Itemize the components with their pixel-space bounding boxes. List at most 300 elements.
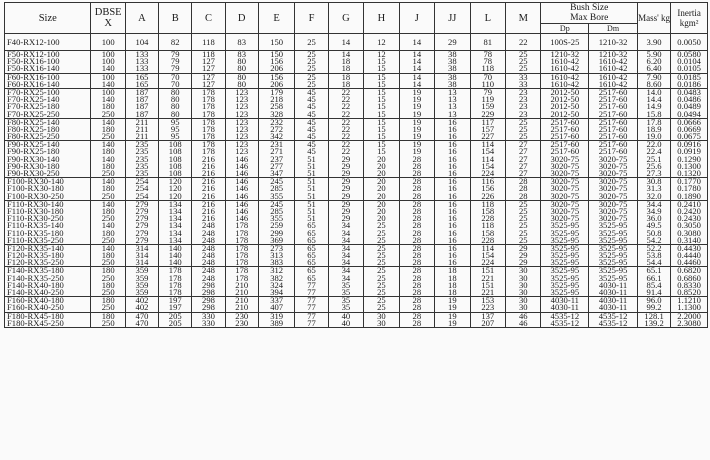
cell-value: 28 [518, 190, 528, 201]
cell-value: 85.4 [646, 279, 662, 290]
cell-value: 15 [377, 88, 386, 97]
cell-value: 25 [377, 287, 386, 297]
cell-value: 15 [377, 131, 386, 141]
cell-value: F90-RX30-140 [7, 153, 60, 164]
cell-value: 28 [412, 287, 422, 297]
cell-value: 279 [135, 213, 149, 224]
cell-value: 3525-95 [550, 257, 580, 267]
cell-b [159, 312, 192, 327]
cell-value: 28 [412, 234, 422, 245]
cell-value: 28 [412, 213, 422, 224]
cell-value: 18 [448, 266, 457, 276]
cell-value: F120-RX35-250 [7, 257, 64, 267]
cell-value: 258 [270, 101, 284, 112]
cell-value: 70 [170, 73, 180, 82]
cell-value: 299 [270, 227, 284, 238]
cell-value: 6.20 [646, 56, 662, 67]
cell-value: 2.3080 [677, 317, 701, 328]
cell-value: 15 [377, 56, 386, 67]
cell-value: 197 [168, 296, 182, 306]
cell-value: 150 [270, 50, 284, 59]
cell-value: 29 [518, 250, 528, 261]
cell-value: 232 [270, 118, 284, 127]
cell-value: 123 [235, 101, 249, 112]
cell-value: 178 [235, 220, 249, 231]
cell-value: 178 [202, 118, 215, 127]
cell-value: 25 [307, 56, 316, 67]
cell-dbse [91, 73, 125, 88]
cell-value: 248 [202, 272, 215, 283]
cell-value: 245 [270, 177, 284, 187]
cell-value: 3020-75 [598, 200, 628, 209]
header-mass: Mass' kg [637, 3, 670, 34]
cell-value: 25 [377, 257, 386, 267]
cell-value: 38 [448, 56, 457, 67]
cell-value: 1610-42 [598, 56, 628, 67]
cell-value: 15 [377, 146, 386, 157]
cell-value: 180 [101, 101, 115, 112]
cell-value: 80 [237, 63, 247, 74]
cell-value: 34 [341, 250, 351, 261]
cell-value: 108 [168, 140, 182, 150]
cell-value: 30 [518, 296, 528, 306]
cell-value: 20 [377, 177, 386, 187]
cell-f [295, 73, 328, 88]
cell-value: 83 [237, 50, 247, 59]
cell-value: 19 [412, 118, 422, 127]
cell-size [5, 73, 91, 88]
cell-value: 30 [377, 317, 386, 328]
table-row-group [5, 118, 708, 141]
cell-value: 4030-11 [598, 302, 628, 313]
cell-value: 2517-60 [598, 94, 628, 105]
cell-value: 65 [307, 250, 316, 261]
cell-c [192, 297, 225, 312]
cell-value: 25.1 [646, 153, 662, 164]
cell-value: 19 [412, 108, 422, 119]
cell-value: 38 [448, 63, 457, 74]
cell-g [328, 51, 363, 74]
cell-value: 134 [168, 227, 182, 238]
cell-h [364, 297, 399, 312]
cell-size [5, 312, 91, 327]
cell-f [295, 312, 328, 327]
cell-m [506, 297, 541, 312]
cell-value: 5.90 [646, 50, 662, 59]
cell-value: 224 [481, 168, 495, 178]
cell-value: 279 [135, 234, 149, 245]
cell-value: 0.3140 [677, 234, 701, 245]
cell-value: 118 [202, 50, 215, 59]
cell-value: 13 [448, 94, 457, 105]
cell-value: 3525-95 [550, 279, 580, 290]
cell-f [295, 34, 328, 51]
cell-value: 40 [341, 317, 351, 328]
cell-value: 180 [101, 227, 115, 238]
cell-value: 70 [483, 73, 493, 82]
cell-value: 38 [448, 73, 457, 82]
cell-value: 139.2 [644, 317, 664, 328]
cell-value: 180 [101, 296, 115, 306]
cell-value: 108 [168, 168, 182, 178]
cell-inertia [671, 34, 708, 51]
cell-value: 65 [307, 266, 316, 276]
header-f: F [295, 3, 328, 34]
cell-value: 298 [202, 279, 215, 290]
cell-dbse [91, 267, 125, 297]
cell-value: 3525-95 [598, 234, 628, 245]
cell-value: 17.8 [646, 118, 662, 127]
cell-mass [637, 267, 670, 297]
cell-size [5, 51, 91, 74]
cell-value: 248 [202, 250, 215, 261]
cell-value: 0.2420 [677, 205, 701, 216]
cell-h [364, 178, 399, 201]
cell-value: 65 [307, 220, 316, 231]
cell-value: 210 [235, 296, 249, 306]
cell-value: 146 [235, 190, 249, 201]
cell-dbse [91, 297, 125, 312]
cell-value: F90-RX25-140 [7, 140, 60, 150]
cell-value: 13 [448, 88, 457, 97]
cell-e [258, 141, 295, 178]
cell-value: 100 [101, 73, 115, 82]
cell-value: 18 [341, 63, 351, 74]
cell-value: 178 [202, 101, 215, 112]
cell-j [399, 244, 434, 267]
cell-value: F110-RX35-140 [7, 220, 64, 231]
cell-value: 33 [518, 78, 528, 89]
cell-jj [435, 244, 470, 267]
cell-value: 140 [101, 244, 115, 253]
cell-value: 34 [341, 244, 351, 253]
cell-value: 123 [235, 94, 249, 105]
cell-value: 223 [481, 302, 495, 313]
cell-value: 80 [170, 108, 180, 119]
cell-value: 254 [135, 190, 149, 201]
cell-value: 133 [135, 50, 149, 59]
cell-value: 178 [235, 227, 249, 238]
cell-value: 211 [135, 118, 149, 127]
cell-dp [541, 267, 589, 297]
cell-mass [637, 200, 670, 244]
cell-value: 95 [170, 118, 180, 127]
cell-value: 180 [101, 250, 115, 261]
cell-value: 0.0675 [677, 131, 701, 141]
cell-f [295, 118, 328, 141]
cell-h [364, 244, 399, 267]
cell-value: 15 [377, 78, 386, 89]
cell-a [125, 141, 158, 178]
cell-value: 277 [270, 160, 284, 171]
cell-value: 25.6 [646, 160, 662, 171]
cell-value: 146 [235, 205, 249, 216]
cell-l [470, 118, 505, 141]
cell-value: 211 [135, 131, 149, 141]
cell-value: 104 [135, 37, 149, 47]
cell-value: 0.4430 [677, 244, 701, 253]
cell-value: 29 [341, 160, 351, 171]
cell-value: 30 [518, 302, 528, 313]
cell-value: 235 [135, 160, 149, 171]
cell-value: 2012-50 [550, 94, 580, 105]
cell-value: 51 [307, 190, 316, 201]
cell-value: 1.1210 [677, 296, 701, 306]
cell-m [506, 34, 541, 51]
cell-value: 80 [170, 88, 180, 97]
cell-value: 2517-60 [598, 101, 628, 112]
cell-inertia [671, 178, 708, 201]
cell-value: 248 [202, 220, 215, 231]
cell-value: 16 [448, 146, 457, 157]
header-e: E [258, 3, 295, 34]
cell-value: F110-RX35-180 [7, 227, 64, 238]
cell-value: 29 [448, 37, 457, 47]
cell-a [125, 200, 158, 244]
cell-value: 28 [412, 279, 422, 290]
cell-value: 22 [341, 131, 351, 141]
cell-value: F70-RX25-180 [7, 101, 60, 112]
cell-d [225, 297, 258, 312]
cell-e [258, 267, 295, 297]
cell-value: 33 [518, 73, 528, 82]
cell-value: 140 [101, 220, 115, 231]
cell-value: 123 [235, 140, 249, 150]
cell-value: 27 [518, 160, 528, 171]
cell-size [5, 178, 91, 201]
cell-h [364, 312, 399, 327]
cell-m [506, 312, 541, 327]
cell-value: 45 [307, 123, 316, 134]
cell-inertia [671, 200, 708, 244]
cell-value: 248 [202, 266, 215, 276]
cell-value: 40 [341, 312, 351, 321]
header-g: G [328, 3, 363, 34]
cell-value: 0.0669 [677, 123, 701, 134]
cell-value: 248 [202, 244, 215, 253]
cell-value: F140-RX35-180 [7, 266, 64, 276]
cell-value: 16 [448, 123, 457, 134]
table-row-group [5, 244, 708, 267]
cell-a [125, 118, 158, 141]
cell-j [399, 178, 434, 201]
cell-value: 216 [202, 200, 215, 209]
cell-value: 272 [270, 123, 284, 134]
cell-value: 4535-12 [550, 312, 580, 321]
cell-value: 154 [481, 160, 495, 171]
cell-m [506, 244, 541, 267]
cell-dbse [91, 51, 125, 74]
cell-l [470, 267, 505, 297]
cell-value: 25 [377, 296, 386, 306]
cell-value: 0.1890 [677, 190, 701, 201]
cell-value: 25 [377, 272, 386, 283]
cell-value: 0.0486 [677, 94, 701, 105]
cell-jj [435, 178, 470, 201]
cell-value: 0.4440 [677, 250, 701, 261]
cell-c [192, 118, 225, 141]
cell-value: 359 [135, 287, 149, 297]
cell-value: 22 [341, 118, 351, 127]
cell-value: 330 [202, 312, 215, 321]
cell-value: 50.8 [646, 227, 662, 238]
cell-value: 34 [341, 227, 351, 238]
cell-value: 347 [270, 168, 284, 178]
cell-value: 118 [202, 37, 215, 47]
cell-value: 298 [202, 296, 215, 306]
cell-dm [589, 178, 638, 201]
cell-c [192, 267, 225, 297]
cell-inertia [671, 312, 708, 327]
cell-value: 127 [202, 63, 215, 74]
cell-value: 2012-50 [550, 108, 580, 119]
cell-d [225, 118, 258, 141]
cell-value: 146 [235, 160, 249, 171]
cell-value: F60-RX16-100 [7, 73, 60, 82]
cell-value: 81 [483, 37, 493, 47]
cell-value: 3525-95 [550, 234, 580, 245]
cell-value: 19 [412, 88, 422, 97]
cell-value: 470 [135, 317, 149, 328]
cell-dm [589, 267, 638, 297]
cell-value: 77 [307, 287, 316, 297]
cell-value: 178 [235, 234, 249, 245]
cell-value: 4030-11 [550, 296, 579, 306]
cell-e [258, 51, 295, 74]
cell-value: 16 [448, 131, 457, 141]
cell-value: 45 [307, 118, 316, 127]
cell-value: 0.8330 [677, 279, 701, 290]
cell-value: 19 [412, 146, 422, 157]
cell-value: 16 [448, 168, 457, 178]
cell-m [506, 200, 541, 244]
table-row-group [5, 200, 708, 244]
cell-value: 13 [448, 101, 457, 112]
cell-value: 118 [481, 220, 495, 231]
cell-size [5, 267, 91, 297]
cell-size [5, 88, 91, 118]
cell-value: 28 [412, 302, 422, 313]
table-row-group [5, 34, 708, 51]
cell-value: 216 [202, 205, 215, 216]
cell-value: 0.1770 [677, 177, 701, 187]
cell-value: 19 [448, 312, 457, 321]
cell-value: 52.2 [646, 244, 662, 253]
table-row-group [5, 73, 708, 88]
cell-value: 20 [377, 213, 386, 224]
cell-c [192, 244, 225, 267]
cell-value: 180 [101, 205, 115, 216]
cell-value: 146 [235, 213, 249, 224]
cell-value: 82 [170, 37, 180, 47]
cell-value: 25 [377, 266, 386, 276]
cell-value: 22 [341, 146, 351, 157]
header-inertia: Inertia kgm² [671, 3, 708, 34]
cell-value: 355 [270, 213, 284, 224]
cell-value: 25 [377, 244, 386, 253]
cell-value: 22 [341, 123, 351, 134]
cell-b [159, 51, 192, 74]
cell-value: 77 [307, 302, 316, 313]
cell-value: 0.6820 [677, 266, 701, 276]
cell-value: 22.4 [646, 146, 662, 157]
cell-value: 328 [270, 108, 284, 119]
cell-dm [589, 244, 638, 267]
cell-m [506, 178, 541, 201]
cell-value: 120 [168, 183, 182, 194]
cell-value: 34 [341, 234, 351, 245]
header-d: D [225, 3, 258, 34]
cell-value: 134 [168, 234, 182, 245]
cell-value: 116 [481, 177, 495, 187]
cell-value: 250 [101, 168, 115, 178]
cell-value: 150 [270, 37, 284, 47]
cell-dbse [91, 312, 125, 327]
cell-value: 18.9 [646, 123, 662, 134]
cell-value: F100-RX30-250 [7, 190, 64, 201]
cell-value: 248 [202, 257, 215, 267]
cell-value: 180 [101, 146, 115, 157]
cell-value: 19 [448, 302, 457, 313]
cell-value: 4535-12 [550, 317, 580, 328]
cell-value: 35 [341, 279, 351, 290]
cell-inertia [671, 244, 708, 267]
cell-value: 77 [307, 317, 316, 328]
cell-value: 108 [168, 153, 182, 164]
cell-value: 187 [135, 94, 149, 105]
cell-a [125, 88, 158, 118]
cell-value: 16 [448, 257, 457, 267]
cell-value: 65 [307, 257, 316, 267]
cell-value: 70 [170, 78, 180, 89]
cell-value: 156 [270, 56, 284, 67]
cell-value: 205 [168, 317, 182, 328]
cell-dbse [91, 141, 125, 178]
header-dbse-x: DBSE X [91, 3, 125, 34]
cell-f [295, 51, 328, 74]
cell-value: 120 [168, 177, 182, 187]
table-row-group [5, 267, 708, 297]
cell-a [125, 312, 158, 327]
cell-dp [541, 244, 589, 267]
cell-value: 235 [135, 146, 149, 157]
cell-dp [541, 51, 589, 74]
cell-value: 3.90 [646, 37, 662, 47]
cell-value: 16 [448, 205, 457, 216]
cell-value: 25 [518, 131, 528, 141]
cell-a [125, 34, 158, 51]
cell-l [470, 297, 505, 312]
cell-value: 0.3080 [677, 227, 701, 238]
cell-value: 16 [448, 220, 457, 231]
cell-value: 22 [341, 88, 351, 97]
cell-value: 2517-60 [598, 88, 628, 97]
cell-value: 25 [377, 227, 386, 238]
cell-value: 314 [135, 257, 149, 267]
header-bush-size: Bush Size Max Bore [541, 3, 637, 24]
cell-value: 187 [135, 101, 149, 112]
cell-value: 250 [101, 272, 115, 283]
cell-dm [589, 34, 638, 51]
cell-d [225, 141, 258, 178]
cell-value: F70-RX25-100 [7, 88, 60, 97]
cell-value: F110-RX30-250 [7, 213, 64, 224]
cell-value: 146 [235, 183, 249, 194]
cell-value: 3020-75 [598, 205, 628, 216]
cell-inertia [671, 51, 708, 74]
cell-value: 180 [101, 123, 115, 134]
cell-value: 178 [202, 94, 215, 105]
